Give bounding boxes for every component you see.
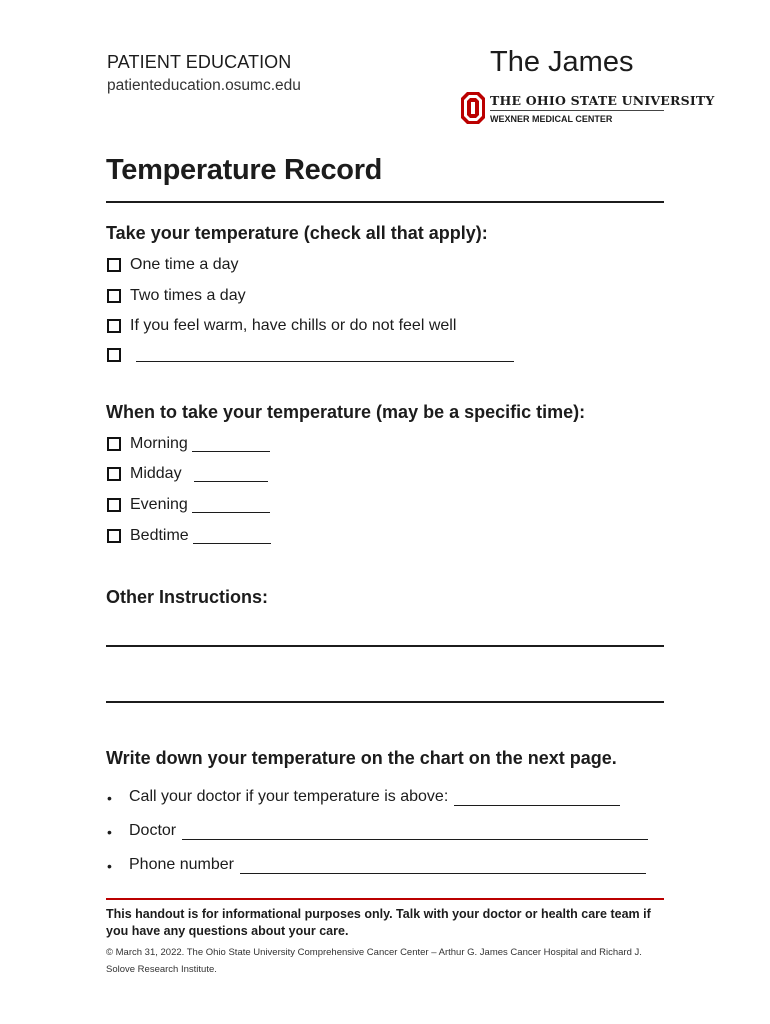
bullet-doctor: [107, 822, 648, 840]
option-label: One time a day: [130, 256, 239, 273]
time-evening[interactable]: [107, 496, 270, 514]
disclaimer-text: This handout is for informational purposes only. Talk with your doctor or health care team if you have any questions about your care.: [106, 907, 651, 938]
checkbox[interactable]: [107, 467, 121, 481]
website-url: patienteducation.osumc.edu: [107, 77, 301, 94]
option-custom[interactable]: [107, 347, 514, 362]
time-morning[interactable]: [107, 435, 270, 453]
copyright-text: © March 31, 2022. The Ohio State University Comprehensive Cancer Center – Arthur G. James Cancer Hospital and Richard J. Solove Research Institute.: [106, 947, 642, 975]
instructions-line-2[interactable]: [106, 701, 664, 703]
section-title: PATIENT EDUCATION: [107, 52, 292, 72]
chart-note-heading: Write down your temperature on the chart on the next page.: [106, 748, 617, 768]
time-label: Midday: [130, 465, 182, 482]
other-instructions-heading: Other Instructions:: [106, 587, 269, 607]
option-label: Two times a day: [130, 287, 246, 304]
document-title: Temperature Record: [106, 154, 383, 186]
bullet-phone: [107, 856, 646, 874]
medical-center-name: WEXNER MEDICAL CENTER: [490, 114, 613, 124]
time-blank[interactable]: [192, 498, 270, 513]
footer-divider: [106, 898, 664, 900]
instructions-line-1[interactable]: [106, 645, 664, 647]
time-label: Morning: [130, 435, 188, 452]
frequency-heading: Take your temperature (check all that apply):: [106, 223, 488, 243]
time-blank[interactable]: [193, 529, 271, 544]
osu-block-o-logo: [461, 92, 485, 129]
checkbox[interactable]: [107, 437, 121, 451]
university-name: THE OHIO STATE UNIVERSITY: [490, 93, 715, 108]
time-blank[interactable]: [192, 437, 270, 452]
time-bedtime[interactable]: [107, 527, 271, 545]
doctor-name-blank[interactable]: [182, 825, 648, 840]
bullet-label: Call your doctor if your temperature is above:: [129, 788, 449, 805]
checkbox[interactable]: [107, 258, 121, 272]
bullet-dot-icon: •: [107, 824, 112, 840]
time-label: Evening: [130, 496, 188, 513]
custom-option-blank[interactable]: [136, 347, 514, 362]
checkbox[interactable]: [107, 289, 121, 303]
option-twice-daily[interactable]: [107, 287, 246, 305]
bullet-dot-icon: •: [107, 790, 112, 806]
brand-name: The James: [490, 46, 634, 78]
time-blank[interactable]: [194, 467, 268, 482]
checkbox[interactable]: [107, 348, 121, 362]
time-label: Bedtime: [130, 527, 189, 544]
timing-heading: When to take your temperature (may be a specific time):: [106, 402, 586, 422]
option-feel-unwell[interactable]: [107, 317, 456, 335]
bullet-call-doctor: [107, 788, 620, 806]
title-divider: [106, 201, 664, 203]
logo-divider: [490, 110, 664, 111]
checkbox[interactable]: [107, 319, 121, 333]
option-label: If you feel warm, have chills or do not feel well: [130, 317, 457, 334]
option-once-daily[interactable]: [107, 256, 239, 274]
checkbox[interactable]: [107, 498, 121, 512]
temperature-threshold-blank[interactable]: [454, 791, 620, 806]
phone-number-blank[interactable]: [240, 859, 646, 874]
bullet-label: Phone number: [129, 856, 234, 873]
bullet-dot-icon: •: [107, 858, 112, 874]
checkbox[interactable]: [107, 529, 121, 543]
time-midday[interactable]: [107, 465, 268, 483]
bullet-label: Doctor: [129, 822, 177, 839]
